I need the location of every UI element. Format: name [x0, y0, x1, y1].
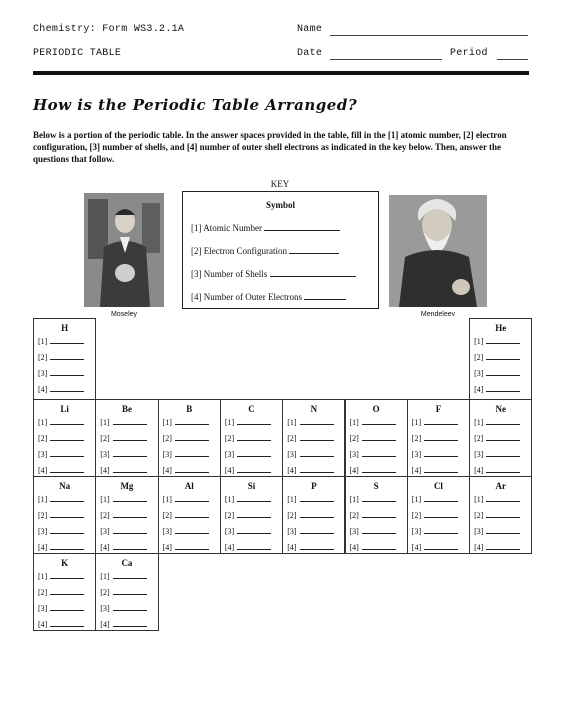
- answer-field-3[interactable]: [3]: [412, 449, 458, 459]
- answer-field-1[interactable]: [1]: [287, 494, 333, 504]
- element-symbol: Si: [247, 481, 256, 491]
- element-symbol: B: [186, 404, 193, 414]
- element-symbol: N: [310, 404, 318, 414]
- answer-field-2[interactable]: [2]: [38, 352, 84, 362]
- answer-field-2[interactable]: [2]: [287, 433, 333, 443]
- element-cell-ne: [469, 399, 532, 477]
- element-symbol: P: [311, 481, 317, 491]
- answer-field-3[interactable]: [3]: [287, 526, 333, 536]
- answer-field-2[interactable]: [2]: [474, 510, 520, 520]
- key-label: KEY: [270, 179, 290, 189]
- mendeleev-portrait-icon: [389, 195, 487, 307]
- element-cell-be: [95, 399, 158, 477]
- answer-field-4[interactable]: [4]: [225, 465, 271, 475]
- answer-field-3[interactable]: [3]: [474, 526, 520, 536]
- answer-field-4[interactable]: [4]: [163, 542, 209, 552]
- element-symbol: Li: [60, 404, 69, 414]
- answer-field-1[interactable]: [1]: [38, 336, 84, 346]
- answer-field-3[interactable]: [3]: [100, 526, 146, 536]
- element-cell-f: [407, 399, 470, 477]
- answer-field-2[interactable]: [2]: [412, 433, 458, 443]
- answer-field-4[interactable]: [4]: [350, 465, 396, 475]
- element-symbol: Mg: [120, 481, 134, 491]
- answer-field-3[interactable]: [3]: [38, 368, 84, 378]
- mendeleev-caption: Mendeleev: [420, 311, 456, 318]
- answer-field-2[interactable]: [2]: [225, 433, 271, 443]
- moseley-portrait-icon: [84, 193, 164, 307]
- element-cell-b: [158, 399, 221, 477]
- element-cell-s: [345, 476, 408, 554]
- element-symbol: Ar: [495, 481, 506, 491]
- element-cell-cl: [407, 476, 470, 554]
- answer-field-2[interactable]: [2]: [100, 510, 146, 520]
- answer-field-2[interactable]: [2]: [100, 587, 146, 597]
- date-label: Date: [297, 48, 323, 59]
- element-symbol: H: [61, 323, 69, 333]
- page-title: How is the Periodic Table Arranged?: [33, 96, 358, 114]
- answer-field-2[interactable]: [2]: [287, 510, 333, 520]
- answer-field-2[interactable]: [2]: [350, 510, 396, 520]
- answer-field-2[interactable]: [2]: [474, 352, 520, 362]
- answer-field-4[interactable]: [4]: [474, 542, 520, 552]
- worksheet-topic: PERIODIC TABLE: [33, 48, 122, 59]
- form-id: Chemistry: Form WS3.2.1A: [33, 24, 185, 35]
- moseley-caption: Moseley: [110, 311, 138, 318]
- answer-field-1[interactable]: [1]: [412, 494, 458, 504]
- answer-field-4[interactable]: [4]: [350, 542, 396, 552]
- answer-field-1[interactable]: [1]: [474, 494, 520, 504]
- element-symbol: Ca: [121, 558, 133, 568]
- answer-field-4[interactable]: [4]: [287, 542, 333, 552]
- element-symbol: C: [248, 404, 255, 414]
- answer-field-1[interactable]: [1]: [350, 494, 396, 504]
- answer-field-1[interactable]: [1]: [225, 417, 271, 427]
- answer-field-4[interactable]: [4]: [474, 465, 520, 475]
- element-symbol: K: [61, 558, 69, 568]
- answer-field-4[interactable]: [4]: [225, 542, 271, 552]
- mendeleev-photo: [389, 195, 487, 307]
- name-field[interactable]: [330, 35, 528, 36]
- element-cell-p: [282, 476, 345, 554]
- answer-field-1[interactable]: [1]: [474, 336, 520, 346]
- element-cell-k: [33, 553, 96, 631]
- answer-field-1[interactable]: [1]: [100, 494, 146, 504]
- element-symbol: Ne: [495, 404, 506, 414]
- key-box: [182, 191, 379, 309]
- answer-field-1[interactable]: [1]: [100, 571, 146, 581]
- answer-field-1[interactable]: [1]: [350, 417, 396, 427]
- answer-field-2[interactable]: [2]: [163, 433, 209, 443]
- answer-field-3[interactable]: [3]: [38, 603, 84, 613]
- answer-field-4[interactable]: [4]: [474, 384, 520, 394]
- answer-field-2[interactable]: [2]: [163, 510, 209, 520]
- answer-field-4[interactable]: [4]: [38, 465, 84, 475]
- element-cell-na: [33, 476, 96, 554]
- answer-field-3[interactable]: [3]: [225, 526, 271, 536]
- answer-field-2[interactable]: [2]: [100, 433, 146, 443]
- period-field[interactable]: [497, 59, 528, 60]
- answer-field-3[interactable]: [3]: [38, 449, 84, 459]
- element-symbol: Al: [184, 481, 194, 491]
- answer-field-4[interactable]: [4]: [38, 619, 84, 629]
- answer-field-2[interactable]: [2]: [38, 587, 84, 597]
- answer-field-3[interactable]: [3]: [163, 526, 209, 536]
- element-symbol: Be: [121, 404, 132, 414]
- answer-field-1[interactable]: [1]: [38, 571, 84, 581]
- instructions: Below is a portion of the periodic table. In the answer spaces provided in the table, fill in the [1] atomic number, [2] electron configuration, [3] number of shells, and [4] number of outer shell electrons as indicated in the key below. Then, answer the questions that follow.: [33, 130, 507, 164]
- answer-field-4[interactable]: [4]: [163, 465, 209, 475]
- element-cell-c: [220, 399, 283, 477]
- answer-field-3[interactable]: [3]: [474, 449, 520, 459]
- key-item-2: [2] Electron Configuration: [191, 246, 339, 256]
- answer-field-3[interactable]: [3]: [350, 449, 396, 459]
- answer-field-1[interactable]: [1]: [38, 494, 84, 504]
- answer-field-1[interactable]: [1]: [100, 417, 146, 427]
- answer-field-4[interactable]: [4]: [38, 384, 84, 394]
- answer-field-3[interactable]: [3]: [474, 368, 520, 378]
- answer-field-3[interactable]: [3]: [100, 603, 146, 613]
- element-cell-h: [33, 318, 96, 400]
- key-symbol: Symbol: [265, 200, 295, 210]
- answer-field-1[interactable]: [1]: [287, 417, 333, 427]
- element-cell-al: [158, 476, 221, 554]
- date-field[interactable]: [330, 59, 442, 60]
- answer-field-3[interactable]: [3]: [225, 449, 271, 459]
- element-cell-si: [220, 476, 283, 554]
- answer-field-1[interactable]: [1]: [225, 494, 271, 504]
- answer-field-2[interactable]: [2]: [350, 433, 396, 443]
- element-cell-mg: [95, 476, 158, 554]
- element-symbol: O: [372, 404, 380, 414]
- answer-field-3[interactable]: [3]: [100, 449, 146, 459]
- element-symbol: He: [495, 323, 507, 333]
- period-label: Period: [450, 48, 488, 59]
- element-cell-o: [345, 399, 408, 477]
- answer-field-4[interactable]: [4]: [412, 465, 458, 475]
- answer-field-3[interactable]: [3]: [287, 449, 333, 459]
- header-rule: [33, 71, 529, 75]
- answer-field-1[interactable]: [1]: [163, 494, 209, 504]
- moseley-photo: [84, 193, 164, 307]
- answer-field-2[interactable]: [2]: [474, 433, 520, 443]
- element-cell-he: [469, 318, 532, 400]
- element-symbol: Cl: [433, 481, 443, 491]
- answer-field-3[interactable]: [3]: [38, 526, 84, 536]
- answer-field-1[interactable]: [1]: [474, 417, 520, 427]
- key-item-4: [4] Number of Outer Electrons: [191, 292, 346, 302]
- answer-field-4[interactable]: [4]: [100, 465, 146, 475]
- element-cell-ca: [95, 553, 158, 631]
- answer-field-4[interactable]: [4]: [100, 619, 146, 629]
- answer-field-3[interactable]: [3]: [163, 449, 209, 459]
- element-cell-li: [33, 399, 96, 477]
- answer-field-4[interactable]: [4]: [38, 542, 84, 552]
- name-label: Name: [297, 24, 323, 35]
- answer-field-3[interactable]: [3]: [412, 526, 458, 536]
- answer-field-2[interactable]: [2]: [412, 510, 458, 520]
- element-cell-ar: [469, 476, 532, 554]
- answer-field-2[interactable]: [2]: [38, 433, 84, 443]
- element-cell-n: [282, 399, 345, 477]
- answer-field-4[interactable]: [4]: [412, 542, 458, 552]
- element-symbol: Na: [59, 481, 71, 491]
- answer-field-4[interactable]: [4]: [100, 542, 146, 552]
- answer-field-2[interactable]: [2]: [38, 510, 84, 520]
- answer-field-3[interactable]: [3]: [350, 526, 396, 536]
- answer-field-1[interactable]: [1]: [412, 417, 458, 427]
- answer-field-1[interactable]: [1]: [163, 417, 209, 427]
- key-item-1: [1] Atomic Number: [191, 223, 340, 233]
- answer-field-2[interactable]: [2]: [225, 510, 271, 520]
- answer-field-1[interactable]: [1]: [38, 417, 84, 427]
- element-symbol: F: [435, 404, 442, 414]
- element-symbol: S: [373, 481, 379, 491]
- answer-field-4[interactable]: [4]: [287, 465, 333, 475]
- key-item-3: [3] Number of Shells: [191, 269, 356, 279]
